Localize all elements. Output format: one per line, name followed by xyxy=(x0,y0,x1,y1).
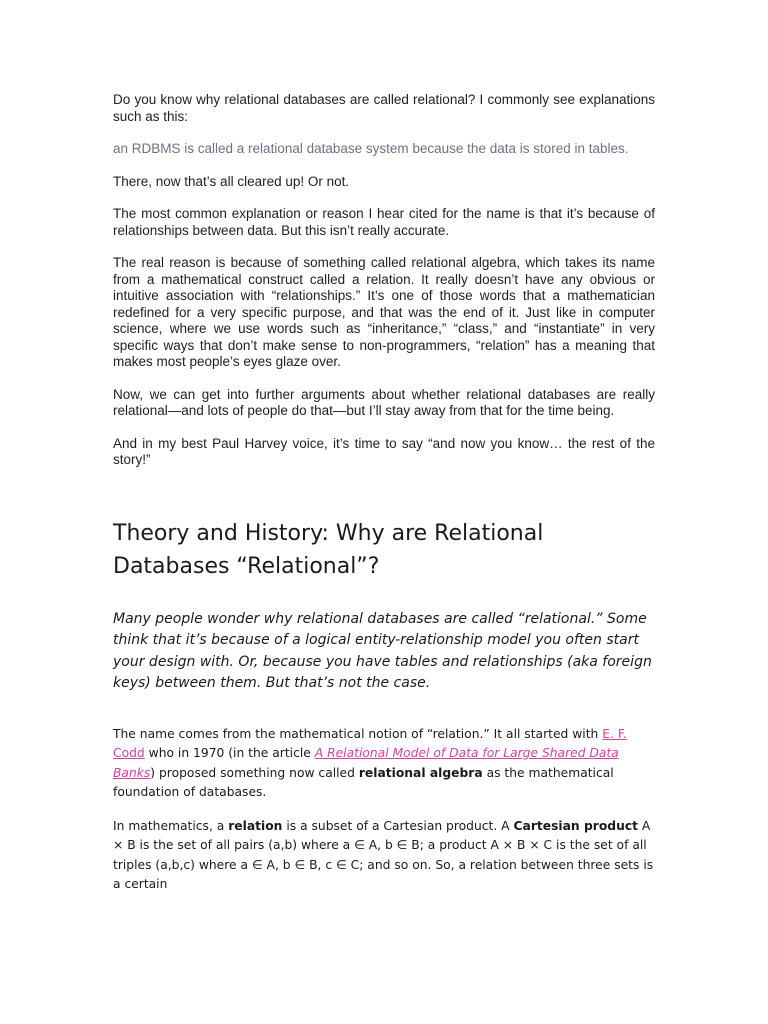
intro-paragraph-5: Now, we can get into further arguments about whether relational databases are really relational—and lots of people do that—but I’ll stay away from that for the time being. xyxy=(113,386,655,418)
section-lead: Many people wonder why relational databases are called “relational.” Some think that it’s because of a logical entity-relationship model you often start your design with. Or, because you have tables and relationships (aka foreign keys) between them. But that’s not the case. xyxy=(113,610,652,691)
text-run: A × B is the set of all pairs (a,b) where a ∈ A, b ∈ B; a product A × B × C is the set of all triples (a,b,c) where a ∈ A, b ∈ B, c ∈ C; and so on. So, a relation between three sets is a certain xyxy=(113,818,654,891)
text-run: who in 1970 (in the article xyxy=(144,746,315,760)
bold-term: relation xyxy=(228,818,283,833)
codd-link[interactable]: E. F. Codd xyxy=(113,726,627,760)
bold-term: relational algebra xyxy=(358,765,483,780)
text-run: ) proposed something now called xyxy=(150,765,359,780)
text-run: The name comes from the mathematical notion of “relation.” It all started with xyxy=(113,726,603,741)
intro-paragraph-4: The real reason is because of something called relational algebra, which takes its name from a mathematical construct called a relation. It really doesn’t have any obvious or intuitive association with “relationships.” It’s one of those words that a mathematician redefined for a very specific purpose, and that was the end of it. Just like in computer science, where we use words such as “inheritance,” “class,” and “instantiate” in very specific ways that don’t make sense to non-programmers, “relation” has a meaning that makes most people’s eyes glaze over. xyxy=(113,255,655,369)
section-paragraph-1 xyxy=(113,725,655,803)
intro-paragraph-1: Do you know why relational databases are called relational? I commonly see explanations such as this: xyxy=(113,92,655,124)
intro-paragraph-6: And in my best Paul Harvey voice, it’s time to say “and now you know… the rest of the story!” xyxy=(113,435,655,467)
text-run: In mathematics, a xyxy=(113,818,229,833)
intro-quote: an RDBMS is called a relational database system because the data is stored in tables. xyxy=(113,141,629,156)
section-heading: Theory and History: Why are Relational Databases “Relational”? xyxy=(113,520,544,579)
text-run: as the mathematical foundation of databases. xyxy=(113,765,614,799)
bold-term: Cartesian product xyxy=(513,818,639,833)
document-page xyxy=(113,92,655,909)
article-link[interactable]: A Relational Model of Data for Large Shared Data Banks xyxy=(113,746,619,780)
intro-paragraph-2: There, now that’s all cleared up! Or not. xyxy=(113,173,350,189)
intro-paragraph-3: The most common explanation or reason I hear cited for the name is that it’s because of relationships between data. But this isn’t really accurate. xyxy=(113,206,655,238)
section-paragraph-2 xyxy=(113,817,655,895)
text-run: is a subset of a Cartesian product. A xyxy=(282,818,514,833)
